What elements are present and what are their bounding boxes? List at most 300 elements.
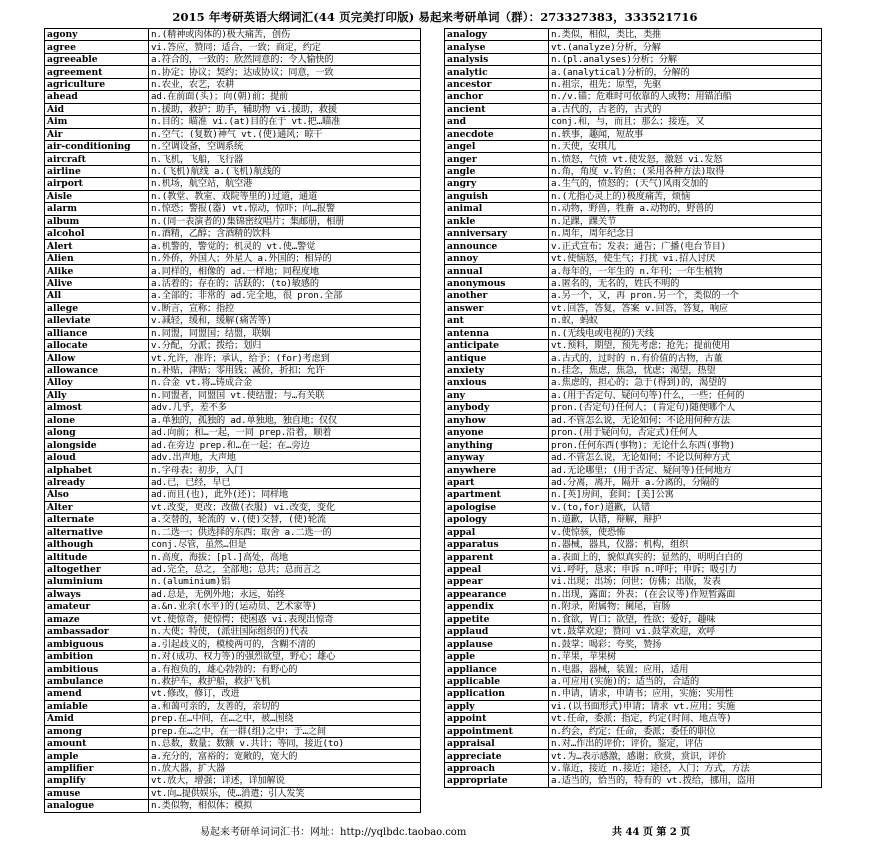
vocab-word: ahead — [45, 91, 149, 103]
vocab-row — [445, 414, 822, 426]
vocab-row — [45, 352, 421, 364]
vocab-definition: a.表面上的，貌似真实的；显然的，明明白白的 — [549, 551, 822, 563]
vocab-word: ambiguous — [45, 638, 149, 650]
vocab-row — [45, 775, 421, 787]
vocab-row — [445, 377, 822, 389]
vocab-word: appoint — [445, 713, 549, 725]
vocab-word: annoy — [445, 252, 549, 264]
vocab-definition: n.放大器，扩大器 — [149, 762, 421, 774]
vocab-definition: pron.任何东西(事物)；无论什么东西(事物) — [549, 439, 822, 451]
vocab-row — [445, 750, 822, 762]
vocab-row — [445, 688, 822, 700]
vocab-row — [445, 203, 822, 215]
vocab-definition: n.空调设备，空调系统 — [149, 140, 421, 152]
vocab-definition: a.全部的；非常的 ad.完全地，很 pron.全部 — [149, 290, 421, 302]
vocab-definition: ad.分离，离开，隔开 a.分离的，分隔的 — [549, 476, 822, 488]
vocab-row — [445, 650, 822, 662]
vocab-row — [45, 476, 421, 488]
vocab-row — [445, 128, 822, 140]
vocab-row — [45, 128, 421, 140]
vocab-word: aircraft — [45, 153, 149, 165]
vocab-word: All — [45, 290, 149, 302]
vocab-word: anguish — [445, 190, 549, 202]
vocab-word: alone — [45, 414, 149, 426]
vocab-row — [45, 538, 421, 550]
vocab-definition: n.协定；协议；契约；达成协议；同意，一致 — [149, 66, 421, 78]
vocab-word: Alloy — [45, 377, 149, 389]
vocab-row — [445, 41, 822, 53]
vocab-row — [45, 402, 421, 414]
vocab-row — [445, 190, 822, 202]
vocab-row — [445, 538, 822, 550]
vocab-word: apparatus — [445, 538, 549, 550]
vocab-row — [445, 713, 822, 725]
vocab-word: amplifier — [45, 762, 149, 774]
vocab-word: ancient — [445, 103, 549, 115]
vocab-word: antique — [445, 352, 549, 364]
vocab-definition: vi.(以书面形式)申请；请求 vt.应用；实施 — [549, 700, 822, 712]
vocab-definition: v.使惊骇，使恐怖 — [549, 526, 822, 538]
vocab-definition: n.救护车，救护船，救护飞机 — [149, 675, 421, 687]
vocab-word: album — [45, 215, 149, 227]
vocab-row — [445, 563, 822, 575]
vocab-row — [445, 700, 822, 712]
vocab-definition: ad.向前；和…一起，一同 prep.沿着，顺着 — [149, 427, 421, 439]
vocab-row — [45, 427, 421, 439]
vocab-word: anxious — [445, 377, 549, 389]
vocab-word: although — [45, 538, 149, 550]
vocab-definition: n.(pl.analyses)分析；分解 — [549, 53, 822, 65]
vocab-row — [445, 103, 822, 115]
vocab-definition: ad.在前面(头)；向(朝)前；提前 — [149, 91, 421, 103]
vocab-word: any — [445, 389, 549, 401]
vocab-row — [445, 140, 822, 152]
vocab-row — [45, 190, 421, 202]
vocab-word: already — [45, 476, 149, 488]
vocab-table-right — [444, 28, 822, 788]
vocab-word: amplify — [45, 775, 149, 787]
vocab-row — [45, 451, 421, 463]
vocab-word: applicable — [445, 675, 549, 687]
vocab-row — [445, 252, 822, 264]
vocab-row — [45, 41, 421, 53]
vocab-definition: ad.而且(也)，此外(还)；同样地 — [149, 489, 421, 501]
vocab-definition: a.交替的，轮流的 v.(使)交替，(使)轮流 — [149, 514, 421, 526]
vocab-word: appear — [445, 576, 549, 588]
vocab-word: apparent — [445, 551, 549, 563]
vocab-word: antenna — [445, 327, 549, 339]
vocab-definition: vt.预料，期望，预先考虑；抢先；提前使用 — [549, 339, 822, 351]
vocab-definition: a.(analytical)分析的，分解的 — [549, 66, 822, 78]
vocab-definition: n.援助，救护；助手，辅助物 vi.援助，救援 — [149, 103, 421, 115]
vocab-row — [45, 339, 421, 351]
vocab-definition: a.&n.业余(水平)的(运动员、艺术家等) — [149, 601, 421, 613]
vocab-table-left — [44, 28, 421, 813]
vocab-definition: a.活着的；存在的；活跃的；(to)敏感的 — [149, 277, 421, 289]
vocab-row — [45, 103, 421, 115]
vocab-definition: n.苹果，苹果树 — [549, 650, 822, 662]
vocab-row — [445, 464, 822, 476]
vocab-definition: a.每年的，一年生的 n.年刊；一年生植物 — [549, 265, 822, 277]
vocab-row — [45, 439, 421, 451]
vocab-row — [45, 215, 421, 227]
vocab-definition: a.单独的，孤独的 ad.单独地，独自地；仅仅 — [149, 414, 421, 426]
vocab-row — [445, 762, 822, 774]
vocab-word: ancestor — [445, 78, 549, 90]
vocab-word: Also — [45, 489, 149, 501]
vocab-word: amaze — [45, 613, 149, 625]
vocab-row — [445, 551, 822, 563]
vocab-row — [45, 551, 421, 563]
vocab-row — [445, 501, 822, 513]
vocab-word: ant — [445, 315, 549, 327]
vocab-word: apart — [445, 476, 549, 488]
vocab-definition: vt.鼓掌欢迎；赞同 vi.鼓掌欢迎，欢呼 — [549, 626, 822, 638]
vocab-definition: n./v.锚；危难时可依靠的人或物；用锚泊船 — [549, 91, 822, 103]
footer-website: 易起来考研单词词汇书：网址：http://yqlbdc.taobao.com — [200, 827, 467, 838]
vocab-definition: v.靠近，接近 n.接近；途径，入门；方式，方法 — [549, 762, 822, 774]
vocab-row — [45, 290, 421, 302]
vocab-row — [45, 613, 421, 625]
vocab-row — [445, 514, 822, 526]
vocab-word: airport — [45, 178, 149, 190]
vocab-row — [45, 78, 421, 90]
vocab-word: ankle — [445, 215, 549, 227]
vocab-definition: n.申请，请求，申请书；应用，实施；实用性 — [549, 688, 822, 700]
vocab-row — [45, 265, 421, 277]
vocab-row — [445, 725, 822, 737]
vocab-word: amiable — [45, 700, 149, 712]
vocab-definition: n.飞机，飞船，飞行器 — [149, 153, 421, 165]
vocab-word: amateur — [45, 601, 149, 613]
vocab-definition: n.机场，航空站，航空港 — [149, 178, 421, 190]
vocab-row — [445, 153, 822, 165]
vocab-row — [445, 29, 822, 41]
vocab-definition: n.农业，农艺，农耕 — [149, 78, 421, 90]
vocab-row — [45, 116, 421, 128]
vocab-definition: n.对…作出的评价；评价，鉴定，评估 — [549, 737, 822, 749]
vocab-word: announce — [445, 240, 549, 252]
vocab-word: along — [45, 427, 149, 439]
vocab-definition: vt.允许，准许；承认，给予；(for)考虑到 — [149, 352, 421, 364]
vocab-word: apartment — [445, 489, 549, 501]
vocab-definition: a.充分的，富裕的；宽敞的，宽大的 — [149, 750, 421, 762]
vocab-definition: n.(尤指心灵上的)极度痛苦，烦恼 — [549, 190, 822, 202]
vocab-word: among — [45, 725, 149, 737]
vocab-row — [45, 688, 421, 700]
vocab-definition: n.(aluminium)铝 — [149, 576, 421, 588]
vocab-word: altogether — [45, 563, 149, 575]
vocab-definition: ad.在旁边 prep.和…在一起；在…旁边 — [149, 439, 421, 451]
vocab-row — [45, 601, 421, 613]
vocab-word: anticipate — [445, 339, 549, 351]
vocab-definition: n.道歉，认错，辩解，辩护 — [549, 514, 822, 526]
vocab-row — [445, 91, 822, 103]
vocab-definition: vi.出现；出场；问世；仿佛；出版，发表 — [549, 576, 822, 588]
vocab-word: and — [445, 116, 549, 128]
vocab-row — [45, 800, 421, 812]
vocab-word: alternate — [45, 514, 149, 526]
vocab-word: apple — [445, 650, 549, 662]
vocab-definition: a.古式的，过时的 n.有价值的古物，古董 — [549, 352, 822, 364]
vocab-row — [45, 762, 421, 774]
vocab-word: appearance — [445, 588, 549, 600]
vocab-definition: n.动物，野兽，牲畜 a.动物的，野兽的 — [549, 203, 822, 215]
vocab-row — [445, 240, 822, 252]
vocab-word: amend — [45, 688, 149, 700]
vocab-row — [45, 327, 421, 339]
vocab-definition: adv.出声地，大声地 — [149, 451, 421, 463]
vocab-row — [445, 165, 822, 177]
vocab-word: application — [445, 688, 549, 700]
vocab-definition: vt.修改，修订，改进 — [149, 688, 421, 700]
vocab-row — [445, 364, 822, 376]
vocab-word: anyone — [445, 427, 549, 439]
vocab-word: altitude — [45, 551, 149, 563]
vocab-row — [445, 451, 822, 463]
vocab-row — [45, 53, 421, 65]
vocab-word: Alert — [45, 240, 149, 252]
vocab-word: appointment — [445, 725, 549, 737]
vocab-definition: a.古代的，古老的，古式的 — [549, 103, 822, 115]
vocab-definition: ad.总是，无例外地；永远，始终 — [149, 588, 421, 600]
vocab-definition: n.合金 vt.将…铸成合金 — [149, 377, 421, 389]
vocab-definition: n.字母表；初步，入门 — [149, 464, 421, 476]
vocab-row — [445, 53, 822, 65]
vocab-definition: a.引起歧义的，模棱两可的，含糊不清的 — [149, 638, 421, 650]
vocab-definition: pron.(否定句)任何人；(肯定句)随便哪个人 — [549, 402, 822, 414]
vocab-definition: n.惊恐；警报(器) vt.惊动，惊吓；向…报警 — [149, 203, 421, 215]
vocab-word: applause — [445, 638, 549, 650]
vocab-word: agriculture — [45, 78, 149, 90]
vocab-definition: a.符合的，一致的；欣然同意的；令人愉快的 — [149, 53, 421, 65]
vocab-row — [45, 153, 421, 165]
vocab-definition: v.分配，分派；拨给；划归 — [149, 339, 421, 351]
vocab-definition: n.祖宗，祖先；原型，先驱 — [549, 78, 822, 90]
vocab-row — [445, 228, 822, 240]
vocab-definition: n.类似物，相似体；模拟 — [149, 800, 421, 812]
vocab-row — [445, 277, 822, 289]
vocab-word: amount — [45, 737, 149, 749]
vocab-definition: n.空气；(复数)神气 vt.(使)通风；晾干 — [149, 128, 421, 140]
vocab-word: approach — [445, 762, 549, 774]
vocab-definition: a.(用于否定句、疑问句等)什么，一些；任何的 — [549, 389, 822, 401]
vocab-definition: a.适当的，恰当的，特有的 vt.拨给，挪用，盗用 — [549, 775, 822, 787]
vocab-definition: ad.不管怎么说，无论如何；不论用何种方法 — [549, 414, 822, 426]
vocab-row — [445, 352, 822, 364]
vocab-word: Aim — [45, 116, 149, 128]
vocab-definition: n.角，角度 v.钓鱼；(采用各种方法)取得 — [549, 165, 822, 177]
vocab-row — [445, 775, 822, 787]
vocab-definition: adv.几乎，差不多 — [149, 402, 421, 414]
vocab-word: alcohol — [45, 228, 149, 240]
vocab-definition: n.周年，周年纪念日 — [549, 228, 822, 240]
vocab-definition: vt.回答，答复，答案 v.回答，答复，响应 — [549, 302, 822, 314]
vocab-definition: n.(精神或肉体的)极大痛苦，创伤 — [149, 29, 421, 41]
vocab-word: anything — [445, 439, 549, 451]
vocab-word: anniversary — [445, 228, 549, 240]
vocab-row — [445, 66, 822, 78]
page-header-title: 2015 年考研英语大纲词汇(44 页完美打印版) 易起来考研单词（群）：273327383，333521716 — [172, 10, 698, 24]
vocab-row — [445, 302, 822, 314]
vocab-word: agreement — [45, 66, 149, 78]
vocab-row — [445, 265, 822, 277]
vocab-row — [445, 290, 822, 302]
vocab-word: aluminium — [45, 576, 149, 588]
vocab-word: another — [445, 290, 549, 302]
vocab-word: appal — [445, 526, 549, 538]
vocab-word: alternative — [45, 526, 149, 538]
vocab-definition: v.断言，宣称；指控 — [149, 302, 421, 314]
vocab-definition: n.同盟，同盟国；结盟，联姻 — [149, 327, 421, 339]
vocab-row — [45, 638, 421, 650]
vocab-word: Alike — [45, 265, 149, 277]
vocab-definition: a.另一个，又，再 pron.另一个，类似的一个 — [549, 290, 822, 302]
vocab-row — [45, 563, 421, 575]
vocab-definition: n.外侨，外国人；外星人 a.外国的；相异的 — [149, 252, 421, 264]
vocab-word: agony — [45, 29, 149, 41]
vocab-definition: ad.不管怎么说，无论如何；不论以何种方式 — [549, 451, 822, 463]
vocab-row — [45, 588, 421, 600]
vocab-row — [445, 476, 822, 488]
vocab-row — [445, 675, 822, 687]
vocab-word: anger — [445, 153, 549, 165]
vocab-row — [445, 178, 822, 190]
vocab-definition: n.挂念，焦虑，焦急，忧虑；渴望，热望 — [549, 364, 822, 376]
vocab-definition: a.有抱负的，雄心勃勃的；有野心的 — [149, 663, 421, 675]
vocab-word: agreeable — [45, 53, 149, 65]
vocab-word: alleviate — [45, 315, 149, 327]
vocab-definition: vt.使恼怒，使生气；打扰 vi.招人讨厌 — [549, 252, 822, 264]
vocab-word: Aid — [45, 103, 149, 115]
vocab-row — [445, 613, 822, 625]
vocab-word: anyhow — [445, 414, 549, 426]
vocab-row — [445, 737, 822, 749]
vocab-definition: a.匿名的，无名的，姓氏不明的 — [549, 277, 822, 289]
vocab-row — [45, 140, 421, 152]
vocab-definition: prep.在…之中，在一群(组)之中；于…之间 — [149, 725, 421, 737]
vocab-word: allocate — [45, 339, 149, 351]
vocab-row — [45, 165, 421, 177]
vocab-word: always — [45, 588, 149, 600]
vocab-row — [45, 725, 421, 737]
vocab-row — [45, 252, 421, 264]
vocab-word: ambitious — [45, 663, 149, 675]
vocab-definition: pron.(用于疑问句，否定式)任何人 — [549, 427, 822, 439]
vocab-row — [45, 240, 421, 252]
vocab-definition: v.减轻，缓和，缓解(痛苦等) — [149, 315, 421, 327]
vocab-word: appropriate — [445, 775, 549, 787]
vocab-row — [45, 414, 421, 426]
vocab-definition: a.同样的，相像的 ad.一样地；同程度地 — [149, 265, 421, 277]
vocab-definition: v.正式宣布；发表；通告；广播(电台节目) — [549, 240, 822, 252]
vocab-word: Alter — [45, 501, 149, 513]
vocab-definition: n.蚁，蚂蚁 — [549, 315, 822, 327]
vocab-word: appreciate — [445, 750, 549, 762]
vocab-definition: n.鼓掌；喝彩；夸奖，赞扬 — [549, 638, 822, 650]
vocab-row — [45, 675, 421, 687]
vocab-word: airline — [45, 165, 149, 177]
vocab-word: anecdote — [445, 128, 549, 140]
vocab-word: ample — [45, 750, 149, 762]
vocab-row — [45, 700, 421, 712]
vocab-row — [45, 737, 421, 749]
vocab-word: animal — [445, 203, 549, 215]
vocab-definition: n.(飞机)航线 a.(飞机)航线的 — [149, 165, 421, 177]
vocab-row — [45, 489, 421, 501]
vocab-definition: n.[英]房间，套间；[美]公寓 — [549, 489, 822, 501]
vocab-word: allege — [45, 302, 149, 314]
vocab-definition: n.足踝，踝关节 — [549, 215, 822, 227]
vocab-definition: n.酒精，乙醇；含酒精的饮料 — [149, 228, 421, 240]
vocab-word: air-conditioning — [45, 140, 149, 152]
vocab-word: anxiety — [445, 364, 549, 376]
vocab-row — [45, 526, 421, 538]
vocab-row — [45, 315, 421, 327]
vocab-row — [45, 66, 421, 78]
vocab-row — [45, 91, 421, 103]
vocab-row — [445, 489, 822, 501]
vocab-row — [45, 302, 421, 314]
vocab-definition: n.大使；特使，(派驻国际组织的)代表 — [149, 626, 421, 638]
vocab-word: anywhere — [445, 464, 549, 476]
vocab-definition: a.焦虑的，担心的；急于(得到)的，渴望的 — [549, 377, 822, 389]
vocab-row — [45, 377, 421, 389]
vocab-definition: conj.尽管，虽然…但是 — [149, 538, 421, 550]
vocab-row — [445, 601, 822, 613]
left-column — [44, 28, 421, 813]
vocab-row — [45, 787, 421, 799]
vocab-definition: vi.呼吁，恳求；申诉 n.呼吁；申诉；吸引力 — [549, 563, 822, 575]
vocab-row — [445, 626, 822, 638]
vocab-word: Alive — [45, 277, 149, 289]
vocab-word: agree — [45, 41, 149, 53]
vocab-definition: n.附录，附属物；阑尾，盲肠 — [549, 601, 822, 613]
vocab-row — [445, 402, 822, 414]
vocab-row — [45, 277, 421, 289]
vocab-row — [45, 29, 421, 41]
vocab-definition: n.(同一表演者的)集锦密纹唱片；集邮册，相册 — [149, 215, 421, 227]
vocab-row — [445, 78, 822, 90]
vocab-word: Aisle — [45, 190, 149, 202]
vocab-row — [45, 464, 421, 476]
vocab-row — [445, 116, 822, 128]
vocab-row — [45, 750, 421, 762]
vocab-word: anonymous — [445, 277, 549, 289]
vocab-row — [45, 663, 421, 675]
vocab-definition: n.(无线电或电视的)天线 — [549, 327, 822, 339]
vocab-word: anyway — [445, 451, 549, 463]
vocab-word: ambassador — [45, 626, 149, 638]
vocab-word: alarm — [45, 203, 149, 215]
vocab-definition: vt.向…提供娱乐，使…消遣；引人发笑 — [149, 787, 421, 799]
vocab-definition: n.出现，露面；外表；(在会议等)作短暂露面 — [549, 588, 822, 600]
vocab-word: alongside — [45, 439, 149, 451]
vocab-definition: a.和蔼可亲的，友善的，亲切的 — [149, 700, 421, 712]
vocab-definition: n.电器，器械，装置；应用，适用 — [549, 663, 822, 675]
vocab-word: answer — [445, 302, 549, 314]
vocab-definition: vi.答应，赞同；适合，一致；商定，约定 — [149, 41, 421, 53]
vocab-definition: n.天使，安琪儿 — [549, 140, 822, 152]
vocab-definition: v.(to,for)道歉，认错 — [549, 501, 822, 513]
vocab-definition: n.轶事，趣闻，短故事 — [549, 128, 822, 140]
vocab-word: anybody — [445, 402, 549, 414]
vocab-row — [445, 427, 822, 439]
vocab-word: Amid — [45, 713, 149, 725]
vocab-row — [445, 663, 822, 675]
vocab-definition: vt.放大，增强；详述，详加解说 — [149, 775, 421, 787]
vocab-word: apologise — [445, 501, 549, 513]
